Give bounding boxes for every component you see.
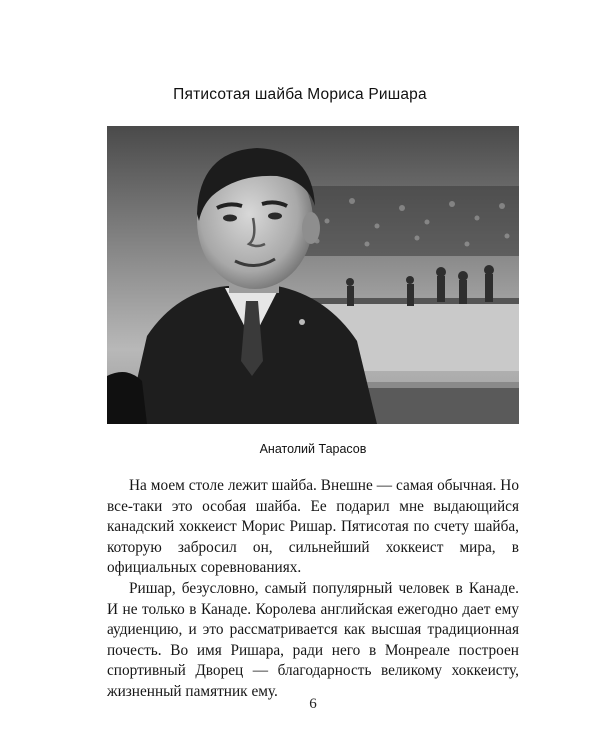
photo-caption: Анатолий Тарасов xyxy=(259,442,367,456)
page-number: 6 xyxy=(309,696,317,712)
chapter-title: Пятисотая шайба Мориса Ришара xyxy=(173,86,427,103)
paragraph-2: Ришар, безусловно, самый популярный человек в Канаде. И не только в Канаде. Королева английская ежегодно дает ему аудиенцию, и это рассматривается как высшая традиционная почесть. Во имя Ришара, ради него в Монреале построен спортивный Дворец — благодарность великому хоккеисту, жизненный памятник ему. xyxy=(107,579,519,700)
body-text xyxy=(107,476,519,703)
portrait-photo-icon xyxy=(107,126,519,424)
photograph xyxy=(107,126,519,424)
paragraph-1: На моем столе лежит шайба. Внешне — самая обычная. Но все-таки это особая шайба. Ее подарил мне выдающийся канадский хоккеист Морис Ришар. Пятисотая по счету шайба, которую забросил он, сильнейший хоккеист мира, в официальных соревнованиях. xyxy=(107,477,519,577)
